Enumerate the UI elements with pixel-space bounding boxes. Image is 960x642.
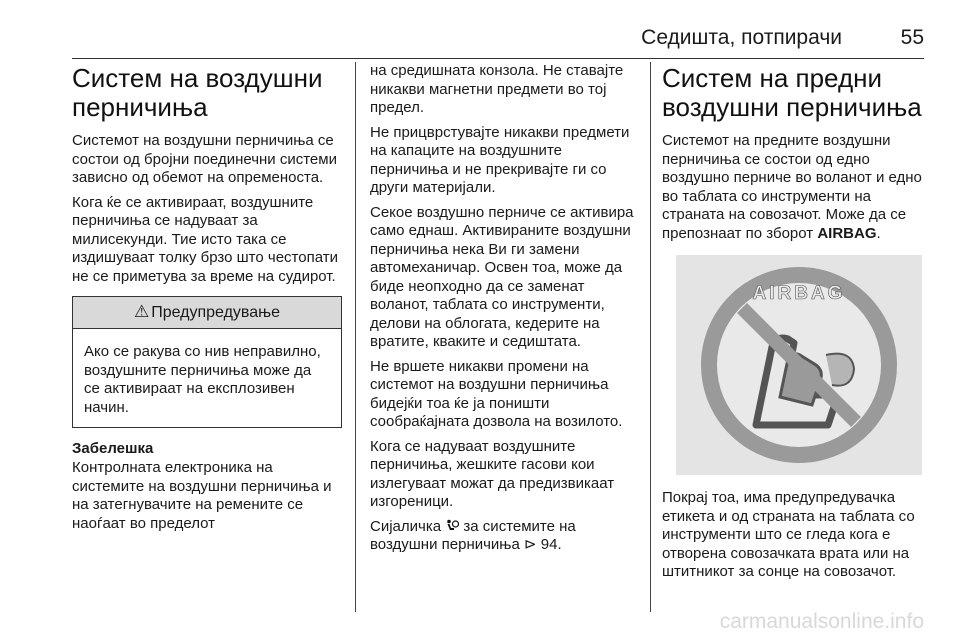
paragraph-end: .: [876, 224, 881, 242]
column-divider-2: [650, 62, 651, 612]
page-number: 55: [900, 26, 924, 49]
paragraph: Секое воздушно перниче се активира само еднаш. Активираните воздушни перничиња нека Ви ги замени автомеханичар. Освен тоа, може да биде неопходно да се заменат воланот, таблата со инструменти, делови на облогата, кедерите на вратите, кваките и седиштата.: [370, 203, 634, 350]
column-2: [370, 62, 640, 561]
paragraph: Кога ќе се активираат, воздушните перничиња се надуваат за милисекунди. Тие исто така се издишуваат толку брзо што честопати не се приметува за време на судирот.: [72, 193, 338, 285]
paragraph: Не вршете никакви промени на системот на воздушни перничиња бидејќи тоа ќе ја поништи сообраќајната дозвола на возилото.: [370, 357, 623, 430]
note-text: Контролната електроника на системите на воздушни перничиња и на затегнувачите на ремените се наоѓаат во пределот: [72, 459, 332, 532]
paragraph-indicator: [370, 518, 640, 555]
airbag-indicator-icon: [445, 519, 459, 533]
paragraph-text: Системот на предните воздушни перничиња се состои од едно воздушно перниче во воланот и едно во таблата со инструменти на страната на совозачот. Може да се препознаат по зборот: [662, 132, 922, 242]
section-heading-airbag-system: Систем на воздушни перничиња: [72, 63, 323, 122]
column-divider-1: [355, 62, 356, 612]
header-divider: [72, 58, 924, 59]
warning-text: Ако се ракува со нив неправилно, воздушните перничиња може да се активираат на експлозивен начин.: [84, 343, 321, 416]
header-title: Седишта, потпирачи: [641, 26, 842, 49]
airbag-label-text: AIRBAG: [752, 283, 846, 304]
section-heading-front-airbags: Систем на предни воздушни перничиња: [662, 63, 922, 122]
airbag-prohibition-icon: [676, 255, 922, 475]
page-header: [72, 26, 924, 54]
paragraph: на средишната конзола. Не ставајте никакви магнетни предмети во тој предел.: [370, 62, 624, 116]
paragraph: Кога се надуваат воздушните перничиња, жешките гасови кои излегуваат можат да предизвикаат изгореници.: [370, 437, 615, 510]
airbag-warning-label-image: [676, 255, 922, 475]
warning-header: [73, 297, 341, 329]
airbag-word: AIRBAG: [817, 224, 877, 242]
column-3: [662, 62, 927, 588]
warning-triangle-icon: ⚠: [133, 302, 150, 321]
indicator-text: Сијаличка: [370, 517, 442, 535]
paragraph: Покрај тоа, има предупредувачка етикета и од страната на таблата со инструменти што се гледа кога е отворена совозачката врата или на штитникот за сонце на совозачот.: [662, 489, 915, 580]
warning-body: [73, 329, 341, 427]
warning-box: [72, 296, 342, 428]
paragraph: [662, 132, 927, 243]
warning-title: Предупредување: [151, 304, 281, 321]
paragraph: Системот на воздушни перничиња се состои од бројни поединечни системи зависно од обемот на опременоста.: [72, 132, 337, 186]
watermark: carmanualsonline.info: [719, 610, 924, 633]
indicator-text-2: за системите на воздушни перничиња: [370, 517, 576, 553]
column-1: [72, 62, 342, 539]
arrow-ref-icon: ⊳: [524, 536, 537, 553]
note-title: Забелешка: [72, 440, 154, 457]
paragraph: Не прицврстувајте никакви предмети на капаците на воздушните перничиња и не прекривајте ги со други материјали.: [370, 123, 630, 196]
page-reference[interactable]: 94.: [540, 536, 562, 553]
